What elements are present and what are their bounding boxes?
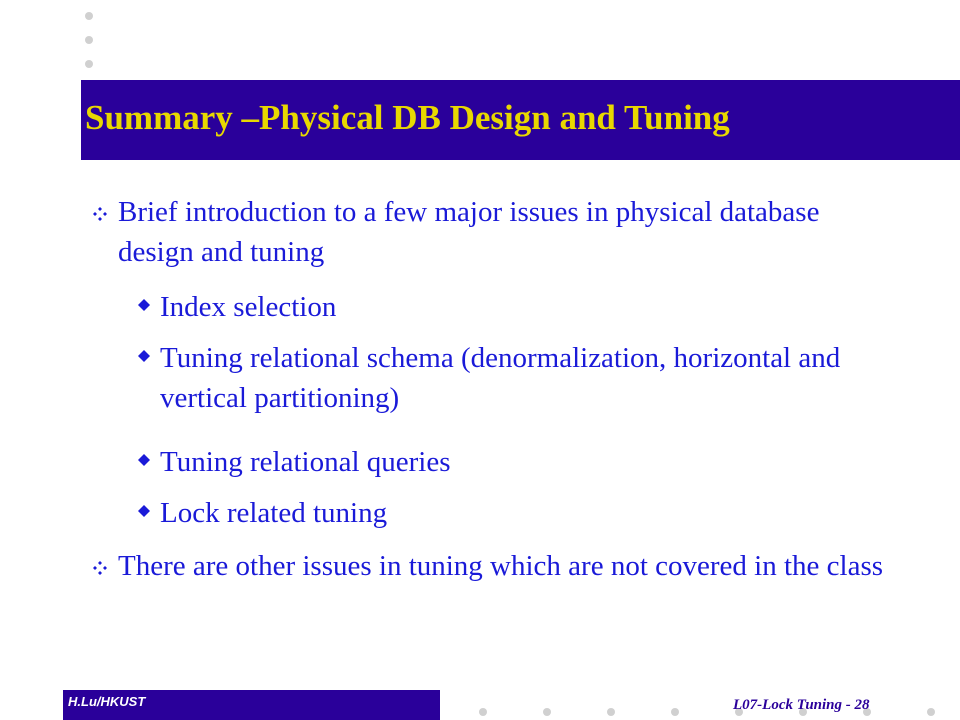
diamond-bullet-icon — [137, 453, 151, 467]
footer-author: H.Lu/HKUST — [68, 694, 146, 709]
sub-bullet-text: Lock related tuning — [160, 497, 388, 529]
four-diamond-bullet-icon — [92, 206, 108, 222]
decorative-dot — [927, 708, 935, 716]
sub-bullet-text: Tuning relational schema (denormalization, horizontal and vertical partitioning) — [160, 342, 841, 414]
slide-title: Summary –Physical DB Design and Tuning — [85, 98, 730, 137]
decorative-dot — [543, 708, 551, 716]
diamond-bullet-icon — [137, 298, 151, 312]
bullet-text: Brief introduction to a few major issues in physical database design and tuning — [118, 196, 820, 268]
diamond-bullet-icon — [137, 349, 151, 363]
footer-page-label: L07-Lock Tuning - 28 — [733, 697, 870, 713]
sub-bullet-text: Index selection — [160, 291, 337, 323]
sub-bullet-text: Tuning relational queries — [160, 446, 451, 478]
diamond-bullet-icon — [137, 504, 151, 518]
decorative-dot — [607, 708, 615, 716]
four-diamond-bullet-icon — [92, 560, 108, 576]
decorative-dot — [671, 708, 679, 716]
footer-bar — [63, 690, 440, 720]
decorative-dot — [479, 708, 487, 716]
bullet-text: There are other issues in tuning which are not covered in the class — [118, 550, 884, 582]
